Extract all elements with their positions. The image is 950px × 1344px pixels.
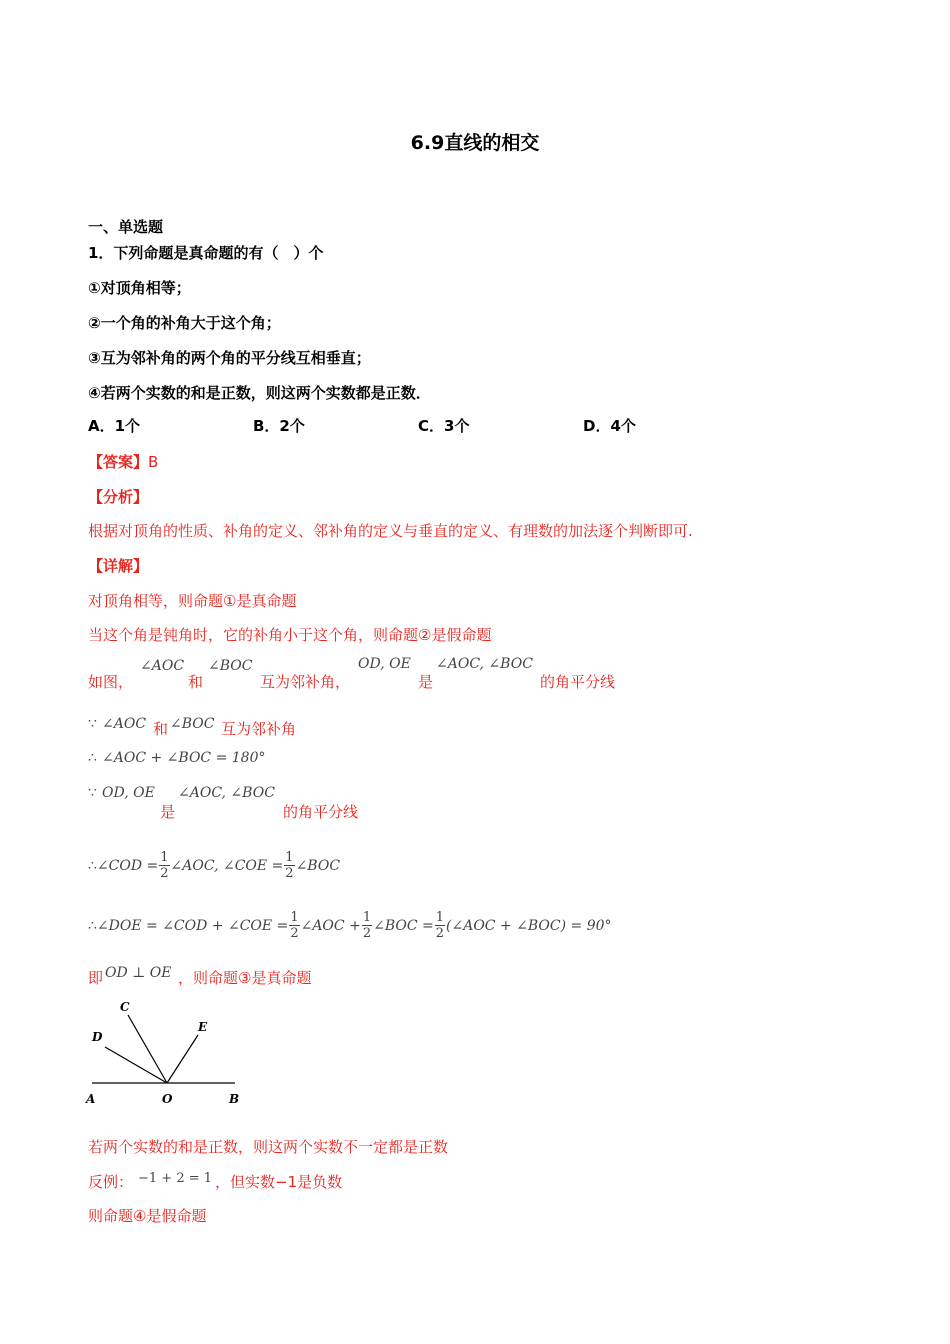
analysis-label: 【分析】 [88, 488, 149, 506]
ray-od [105, 1047, 167, 1083]
answer-line [88, 451, 158, 472]
detail-line-11-t2: ，但实数−1是负数 [215, 1173, 343, 1191]
ray-oe [167, 1035, 198, 1083]
detail-line-2: 当这个角是钝角时，它的补角小于这个角，则命题②是假命题 [88, 626, 492, 644]
detail-line-8-d: (∠AOC + ∠BOC) = 90° [446, 918, 612, 934]
question-item-4: ④若两个实数的和是正数，则这两个实数都是正数． [88, 384, 431, 402]
detail-line-8-a: ∠DOE = ∠COD + ∠COE = [96, 918, 289, 934]
detail-line-7-c: ∠BOC [295, 858, 341, 874]
label-d: D [92, 1030, 103, 1044]
page-title: 6.9直线的相交 [410, 132, 540, 154]
fraction-numerator: 1 [435, 910, 445, 925]
detail-line-11-t1: 反例： [88, 1173, 134, 1191]
therefore-symbol-2: ∴ [88, 858, 97, 874]
detail-line-5-math: ∠AOC + ∠BOC = 180° [102, 750, 266, 766]
detail-line-4-t1: 和 [153, 720, 169, 738]
detail-line-8-c: ∠BOC = [373, 918, 434, 934]
detail-line-12: 则命题④是假命题 [88, 1207, 207, 1225]
answer-value: B [148, 453, 159, 471]
detail-line-6-t2: 的角平分线 [283, 803, 359, 821]
fraction-denominator: 2 [160, 866, 169, 881]
fraction-half [289, 910, 299, 941]
detail-line-8-b: ∠AOC + [300, 918, 361, 934]
detail-line-3-t3: 互为邻补角， [260, 673, 351, 691]
question-item-2: ②一个角的补角大于这个角； [88, 314, 281, 332]
detail-line-3-t2: 和 [188, 673, 204, 691]
detail-line-7-a: ∠COD = [96, 858, 159, 874]
option-c: C．3个 [418, 417, 470, 435]
because-symbol-2: ∵ [88, 785, 97, 801]
detail-line-9-t2: ，则命题③是真命题 [178, 969, 312, 987]
fraction-numerator: 1 [285, 850, 294, 865]
question-item-3: ③互为邻补角的两个角的平分线互相垂直； [88, 349, 371, 367]
therefore-symbol-3: ∴ [88, 918, 97, 934]
question-item-1: ①对顶角相等； [88, 279, 191, 297]
detail-line-6-t1: 是 [160, 803, 176, 821]
label-o: O [162, 1092, 173, 1106]
detail-line-7 [88, 850, 340, 881]
fraction-denominator: 2 [290, 926, 299, 941]
detail-line-7-b: ∠AOC, ∠COE = [170, 858, 284, 874]
detail-line-3-t1: 如图， [88, 673, 134, 691]
answer-label: 【答案】 [88, 453, 149, 471]
detail-line-9-t1: 即 [88, 969, 104, 987]
label-e: E [198, 1020, 208, 1034]
detail-line-6-m1: OD, OE [102, 785, 155, 801]
fraction-half [159, 850, 169, 881]
detail-line-3-t5: 的角平分线 [540, 673, 616, 691]
therefore-symbol-1: ∴ [88, 750, 97, 766]
angle-diagram [80, 995, 260, 1115]
question-stem: 1．下列命题是真命题的有（ ）个 [88, 244, 324, 262]
detail-line-4-t2: 互为邻补角 [221, 720, 297, 738]
analysis-text: 根据对顶角的性质、补角的定义、邻补角的定义与垂直的定义、有理数的加法逐个判断即可. [88, 522, 693, 540]
fraction-half [435, 910, 445, 941]
option-b: B．2个 [253, 417, 305, 435]
detail-line-3-m3: OD, OE [358, 656, 411, 672]
fraction-denominator: 2 [285, 866, 294, 881]
detail-line-6-m2: ∠AOC, ∠BOC [178, 785, 275, 801]
detail-line-11-m: −1 + 2 = 1 [138, 1171, 213, 1186]
fraction-denominator: 2 [435, 926, 445, 941]
section-heading: 一、单选题 [88, 218, 164, 236]
label-a: A [86, 1092, 96, 1106]
fraction-numerator: 1 [290, 910, 299, 925]
detail-line-4-m1: ∠AOC [102, 716, 147, 732]
fraction-half [284, 850, 294, 881]
detail-line-3-m4: ∠AOC, ∠BOC [436, 656, 533, 672]
option-a: A．1个 [88, 417, 141, 435]
option-d: D．4个 [583, 417, 636, 435]
label-c: C [120, 1000, 130, 1014]
fraction-numerator: 1 [160, 850, 169, 865]
ray-oc [128, 1015, 167, 1083]
detail-line-3-t4: 是 [418, 673, 434, 691]
fraction-denominator: 2 [362, 926, 372, 941]
fraction-numerator: 1 [362, 910, 372, 925]
detail-line-3-m2: ∠BOC [208, 658, 253, 674]
detail-label: 【详解】 [88, 557, 149, 575]
detail-line-10: 若两个实数的和是正数，则这两个实数不一定都是正数 [88, 1138, 449, 1156]
because-symbol-1: ∵ [88, 716, 97, 732]
detail-line-3-m1: ∠AOC [140, 658, 185, 674]
detail-line-8 [88, 910, 612, 941]
detail-line-1: 对顶角相等，则命题①是真命题 [88, 592, 297, 610]
detail-line-4-m2: ∠BOC [170, 716, 215, 732]
label-b: B [229, 1092, 240, 1106]
detail-line-9-m: OD ⊥ OE [105, 965, 172, 981]
fraction-half [362, 910, 372, 941]
